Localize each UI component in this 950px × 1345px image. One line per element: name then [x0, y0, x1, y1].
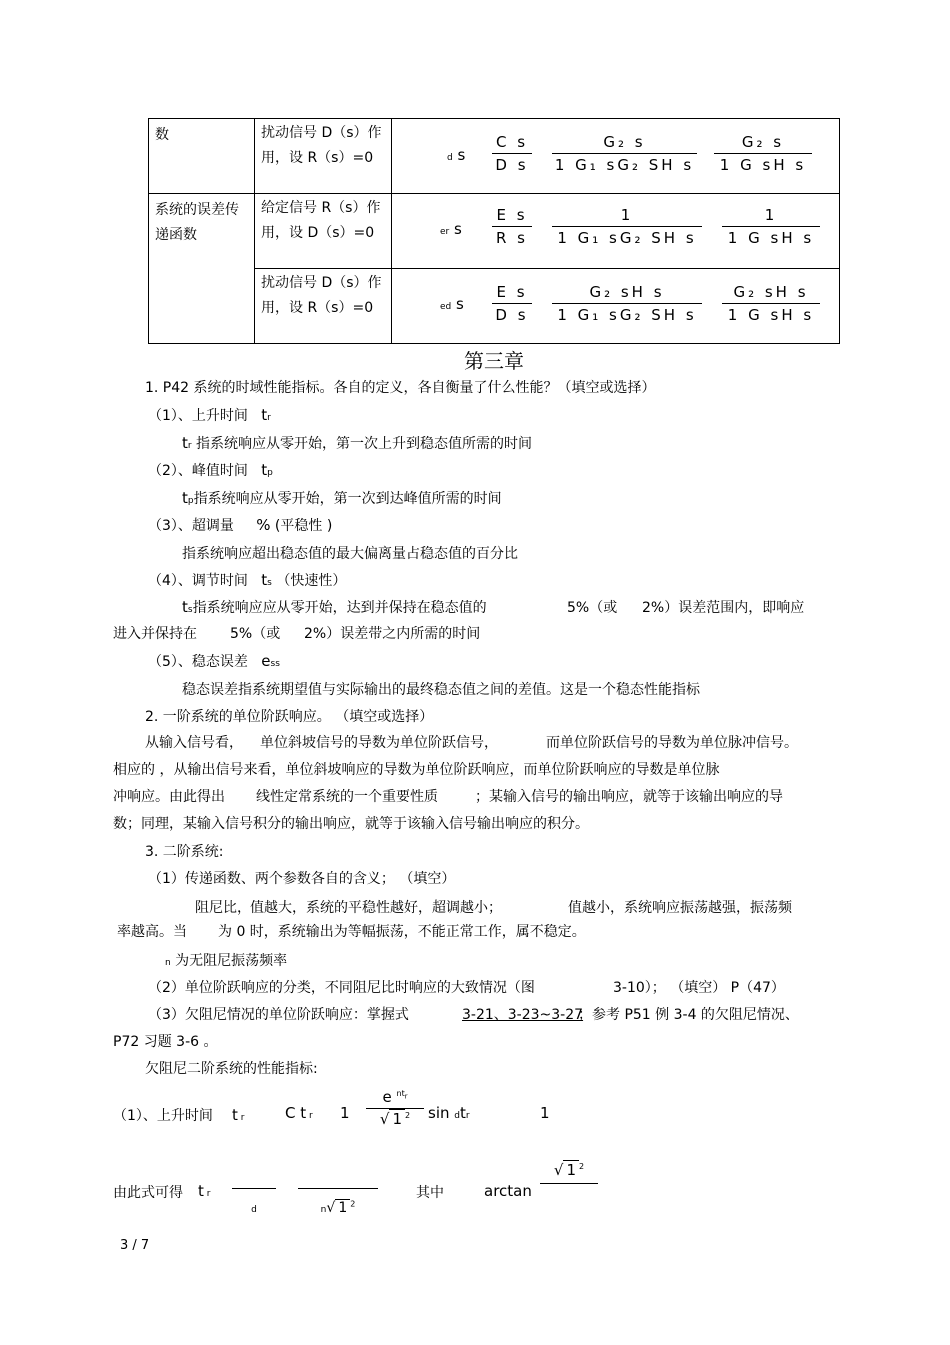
formula-2-label: 由此式可得 — [113, 1185, 183, 1201]
q2-line3b: 线性定常系统的一个重要性质 — [256, 789, 438, 805]
table-cell: 扰动信号 D（s）作用，设 R（s）=0 — [255, 269, 392, 344]
formula-1-tr: t r — [232, 1106, 245, 1124]
formula-2-arctan: arctan — [484, 1182, 532, 1200]
q2-line1c: 而单位阶跃信号的导数为单位脉冲信号。 — [546, 735, 798, 751]
formula-2-arctan-fraction: √ 1 $^2$ — [540, 1160, 598, 1184]
formula-2-qizhong: 其中 — [416, 1185, 444, 1201]
item-rise-time-def: tr 指系统响应从零开始，第一次上升到稳态值所需的时间 — [182, 434, 533, 452]
q3-s1c: 值越小，系统响应振荡越强，振荡频 — [568, 900, 792, 916]
q2-line3a: 冲响应。由此得出 — [113, 789, 225, 805]
item-settling-time-def2-c: 2%）误差带之内所需的时间 — [304, 626, 481, 642]
question-1-title: 1. P42 系统的时域性能指标。各自的定义，各自衡量了什么性能？（填空或选择） — [145, 380, 656, 396]
formula-1-one-b: 1 — [540, 1104, 550, 1122]
formula-cell: er s E s R s 1 1 G₁ sG₂ SH s 1 1 G sH s — [392, 194, 840, 269]
formula-cell: d s C s D s G₂ s 1 G₁ sG₂ SH s G₂ s 1 G sH s — [392, 119, 840, 194]
q3-s1b: 值越大，系统的平稳性越好，超调越小； — [250, 900, 502, 916]
item-steady-error: （5）、稳态误差 ess — [148, 652, 280, 670]
q3-s1: （1）传递函数、两个参数各自的含义； （填空） — [148, 871, 456, 887]
q3-s3b: 3-21、3-23~3-27 — [462, 1007, 584, 1023]
fraction: G₂ sH s 1 G₁ sG₂ SH s — [552, 281, 702, 326]
item-overshoot: （3）、超调量 % (平稳性 ) — [148, 516, 333, 534]
formula-1-one: 1 — [340, 1104, 350, 1122]
table-cell: 数 — [149, 119, 255, 194]
page-number: 3 / 7 — [120, 1238, 150, 1253]
item-settling-time-def-c: 2%）误差范围内，即响应 — [642, 600, 805, 616]
item-peak-time: （2）、峰值时间 tp — [148, 461, 273, 479]
formula-1-fraction: e $^{nt_r}$ √ 1 $^2$ — [366, 1088, 424, 1128]
q3-s1a: 阻尼比， — [195, 900, 251, 916]
formula-2-tr: t r — [198, 1182, 211, 1200]
item-settling-time-def: ts指系统响应应从零开始，达到并保持在稳态值的 — [182, 598, 487, 616]
fraction: C s D s — [492, 131, 532, 176]
item-peak-time-def: tp指系统响应从零开始，第一次到达峰值所需的时间 — [182, 489, 502, 507]
q3-s1e: 为 0 时，系统输出为等幅振荡，不能正常工作，属不稳定。 — [218, 924, 586, 940]
q3-s3a: （3）欠阻尼情况的单位阶跃响应：掌握式 — [148, 1007, 409, 1023]
q3-s1f: n 为无阻尼振荡频率 — [165, 953, 288, 969]
formula-1-label: （1）、上升时间 — [113, 1108, 213, 1124]
item-rise-time: （1）、上升时间 tr — [148, 406, 271, 424]
formula-2-fraction-b: n√ 1 $^2$ — [298, 1188, 378, 1216]
q3-s3c: ；参考 P51 例 3-4 的欠阻尼情况、 — [578, 1007, 799, 1023]
item-settling-time-def-b: 5%（或 — [567, 600, 618, 616]
fraction: 1 1 G sH s — [722, 204, 820, 249]
q3-perf-title: 欠阻尼二阶系统的性能指标: — [145, 1061, 318, 1077]
q3-s3d: P72 习题 3-6 。 — [113, 1034, 218, 1050]
table-cell: 扰动信号 D（s）作用，设 R（s）=0 — [255, 119, 392, 194]
q2-line3c: ；某输入信号的输出响应，就等于该输出响应的导 — [475, 789, 783, 805]
item-settling-time-def2-b: 5%（或 — [230, 626, 281, 642]
item-steady-error-def: 稳态误差指系统期望值与实际输出的最终稳态值之间的差值。这是一个稳态性能指标 — [182, 682, 700, 698]
fraction: G₂ sH s 1 G sH s — [722, 281, 820, 326]
table-cell: 给定信号 R（s）作用，设 D（s）=0 — [255, 194, 392, 269]
formula-1-sin: sin dtr — [428, 1104, 470, 1122]
table-cell: 系统的误差传递函数 — [149, 194, 255, 344]
item-settling-time-def2: 进入并保持在 — [113, 626, 197, 642]
formula-cell: ed s E s D s G₂ sH s 1 G₁ sG₂ SH s G₂ sH s 1 G sH s — [392, 269, 840, 344]
q3-s2: （2）单位阶跃响应的分类，不同阻尼比时响应的大致情况（图 — [148, 980, 535, 996]
item-overshoot-def: 指系统响应超出稳态值的最大偏离量占稳态值的百分比 — [182, 546, 518, 562]
formula-1-ctr: C t r — [285, 1104, 313, 1122]
question-2-title: 2. 一阶系统的单位阶跃响应。 （填空或选择） — [145, 709, 434, 725]
q3-s1d: 率越高。当 — [117, 924, 187, 940]
fraction: E s R s — [492, 204, 532, 249]
fraction: E s D s — [492, 281, 532, 326]
item-settling-time: （4）、调节时间 ts （快速性） — [148, 571, 347, 589]
q2-line1b: 单位斜坡信号的导数为单位阶跃信号， — [260, 735, 498, 751]
fraction: G₂ s 1 G₁ sG₂ SH s — [552, 131, 697, 176]
transfer-function-table — [148, 118, 840, 344]
formula-2-fraction-a: d — [232, 1188, 276, 1215]
q2-line2: 相应的 ，从输出信号来看，单位斜坡响应的导数为单位阶跃响应，而单位阶跃响应的导数是单位脉 — [113, 762, 720, 778]
q2-line4: 数；同理，某输入信号积分的输出响应，就等于该输入信号输出响应的积分。 — [113, 816, 589, 832]
fraction: G₂ s 1 G sH s — [714, 131, 812, 176]
q3-s2b: 3-10）； （填空） P（47） — [613, 980, 785, 996]
chapter-title: 第三章 — [464, 349, 524, 373]
q2-line1a: 从输入信号看， — [145, 735, 243, 751]
question-3-title: 3. 二阶系统: — [145, 844, 224, 860]
fraction: 1 1 G₁ sG₂ SH s — [552, 204, 702, 249]
